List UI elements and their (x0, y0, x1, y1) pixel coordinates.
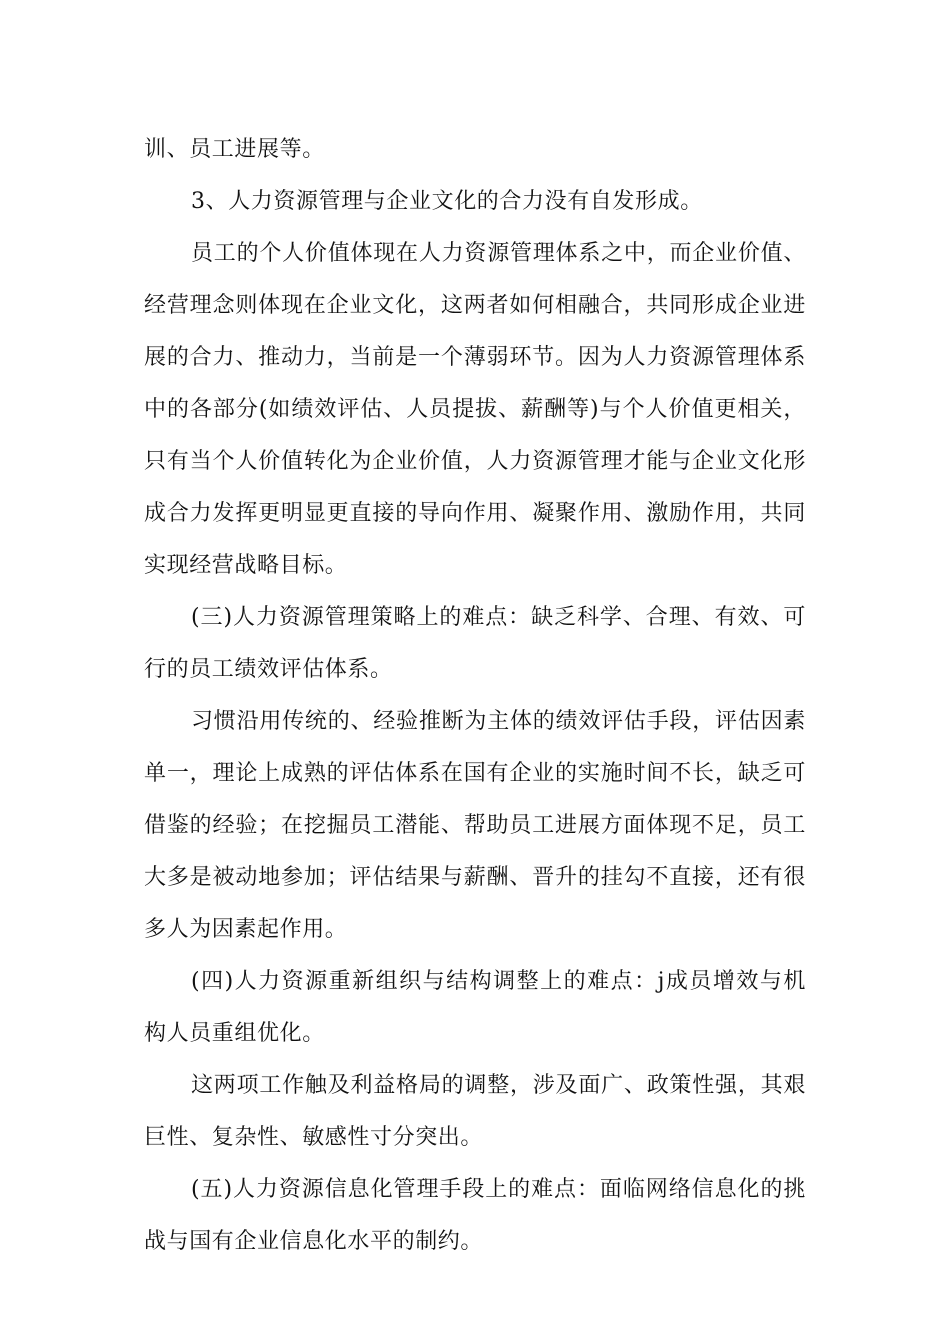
text-line: 员工的个人价值体现在人力资源管理体系之中，而企业价值、 (191, 241, 806, 266)
text-line: 习惯沿用传统的、经验推断为主体的绩效评估手段，评估因素 (191, 709, 806, 734)
text-line: 多人为因素起作用。 (144, 917, 348, 942)
text-line: 中的各部分(如绩效评估、人员提拔、薪酬等)与个人价值更相关， (144, 397, 806, 422)
text-line: 单一，理论上成熟的评估体系在国有企业的实施时间不长，缺乏可 (144, 761, 806, 786)
text-line: 经营理念则体现在企业文化，这两者如何相融合，共同形成企业进 (144, 293, 806, 318)
text-line: 借鉴的经验；在挖掘员工潜能、帮助员工进展方面体现不足，员工 (144, 813, 806, 838)
text-line: 训、员工进展等。 (144, 137, 325, 162)
text-line: 成合力发挥更明显更直接的导向作用、凝聚作用、激励作用，共同 (144, 501, 806, 526)
text-line: (三)人力资源管理策略上的难点：缺乏科学、合理、有效、可 (191, 605, 806, 630)
text-line: 3、人力资源管理与企业文化的合力没有自发形成。 (191, 189, 703, 214)
text-line: 行的员工绩效评估体系。 (144, 657, 393, 682)
text-line: 实现经营战略目标。 (144, 553, 348, 578)
text-line: 巨性、复杂性、敏感性寸分突出。 (144, 1125, 484, 1150)
text-line: 展的合力、推动力，当前是一个薄弱环节。因为人力资源管理体系 (144, 345, 806, 370)
text-line: 这两项工作触及利益格局的调整，涉及面广、政策性强，其艰 (191, 1073, 806, 1098)
text-line: 战与国有企业信息化水平的制约。 (144, 1229, 484, 1254)
text-line: 大多是被动地参加；评估结果与薪酬、晋升的挂勾不直接，还有很 (144, 865, 806, 890)
text-line: 构人员重组优化。 (144, 1021, 325, 1046)
text-line: (五)人力资源信息化管理手段上的难点：面临网络信息化的挑 (191, 1177, 806, 1202)
text-line: 只有当个人价值转化为企业价值，人力资源管理才能与企业文化形 (144, 449, 806, 474)
text-line: (四)人力资源重新组织与结构调整上的难点：j成员增效与机 (191, 969, 806, 994)
